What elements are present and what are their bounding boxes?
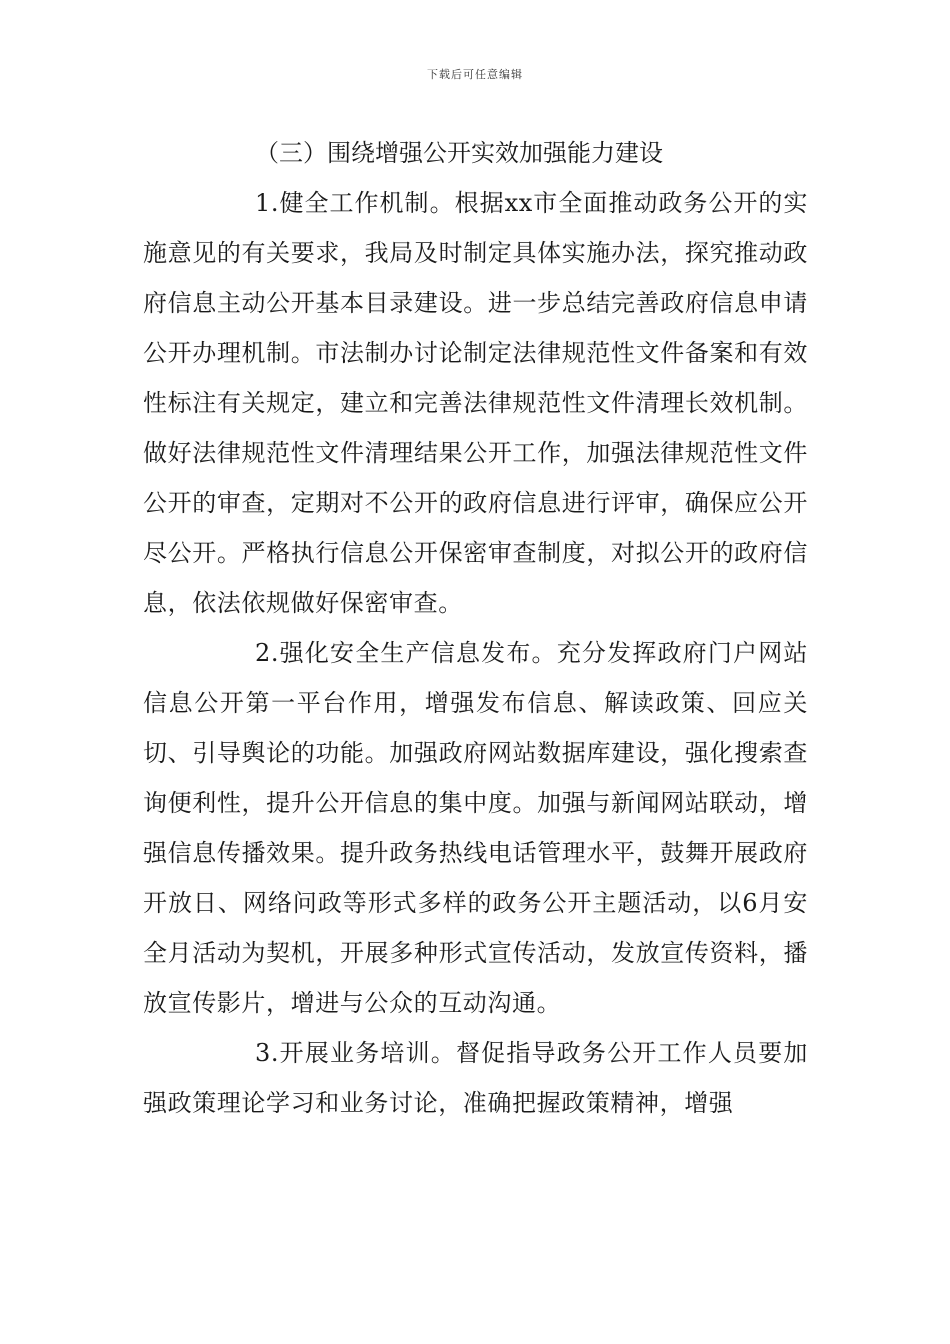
section-heading: （三）围绕增强公开实效加强能力建设: [255, 139, 663, 167]
paragraph-2: 2.强化安全生产信息发布。充分发挥政府门户网站信息公开第一平台作用，增强发布信息、解读政策、回应关切、引导舆论的功能。加强政府网站数据库建设，强化搜索查询便利性，提升公开信息的集中度。加强与新闻网站联动，增强信息传播效果。提升政务热线电话管理水平，鼓舞开展政府开放日、网络问政等形式多样的政务公开主题活动，以6月安全月活动为契机，开展多种形式宣传活动，发放宣传资料，播放宣传影片，增进与公众的互动沟通。: [143, 639, 808, 1017]
paragraph-3: 3.开展业务培训。督促指导政务公开工作人员要加强政策理论学习和业务讨论，准确把握政策精神，增强: [143, 1039, 808, 1117]
document-body: [143, 128, 808, 1128]
header-note: 下载后可任意编辑: [427, 68, 523, 81]
paragraph-1: 1.健全工作机制。根据xx市全面推动政务公开的实施意见的有关要求，我局及时制定具体实施办法，探究推动政府信息主动公开基本目录建设。进一步总结完善政府信息申请公开办理机制。市法制办讨论制定法律规范性文件备案和有效性标注有关规定，建立和完善法律规范性文件清理长效机制。做好法律规范性文件清理结果公开工作，加强法律规范性文件公开的审查，定期对不公开的政府信息进行评审，确保应公开尽公开。严格执行信息公开保密审查制度，对拟公开的政府信息，依法依规做好保密审查。: [143, 189, 808, 617]
